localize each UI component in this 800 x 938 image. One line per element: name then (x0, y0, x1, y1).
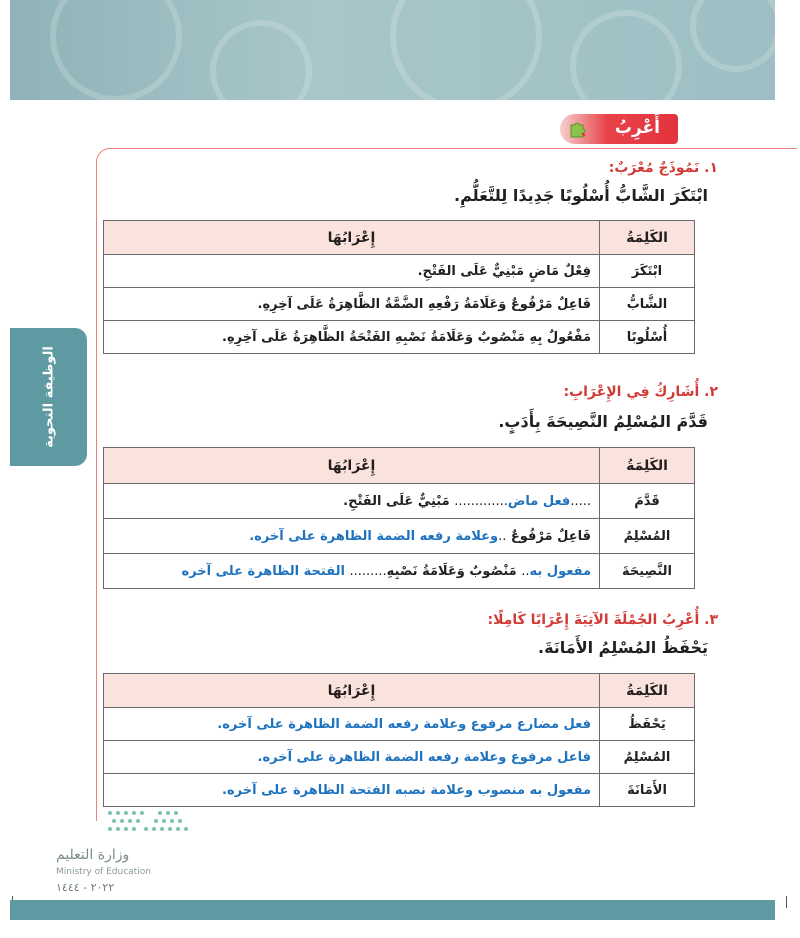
parse-cell: فَاعِلٌ مَرْفُوعٌ وَعَلَامَةُ رَفْعِهِ الضَّمَّةُ الظَّاهِرَةُ عَلَى آخِرِهِ. (104, 288, 600, 321)
example3-heading: ٣. أُعْرِبُ الجُمْلَةَ الآتِيَةَ إِعْرَابًا كَامِلًا: (487, 612, 718, 628)
example2-heading: ٢. أُشَارِكُ فِي الإِعْرَابِ: (563, 384, 718, 400)
col-parse-header: إِعْرَابُهَا (104, 674, 600, 708)
col-word-header: الكَلِمَةُ (600, 448, 695, 484)
parse-cell: .....فعل ماض............. مَبْنِيٌّ عَلَى الفَتْحِ. (104, 484, 600, 519)
table-row (104, 288, 695, 321)
example1-heading: ١. نَمُوذَجٌ مُعْرَبٌ: (608, 160, 718, 176)
example3-sentence: يَحْفَظُ المُسْلِمُ الأَمَانَةَ. (537, 638, 708, 657)
col-word-header: الكَلِمَةُ (600, 674, 695, 708)
crop-mark (786, 896, 787, 908)
table-row (104, 741, 695, 774)
parse-cell: مَفْعُولٌ بِهِ مَنْصُوبٌ وَعَلَامَةُ نَصْبِهِ الفَتْحَةُ الظَّاهِرَةُ عَلَى آخِرِهِ. (104, 321, 600, 354)
col-parse-header: إِعْرَابُهَا (104, 448, 600, 484)
answer-cell[interactable]: فاعل مرفوع وعلامة رفعه الضمة الظاهرة على آخره. (104, 741, 600, 774)
table-row (104, 255, 695, 288)
page-info: ٢٠٢٢ - ١٤٤٤ (56, 881, 115, 894)
table-row (104, 774, 695, 807)
answer-fill[interactable]: الفتحة الظاهرة على آخره (181, 563, 345, 579)
example2-table (103, 447, 695, 589)
col-word-header: الكَلِمَةُ (600, 221, 695, 255)
word-cell: ابْتَكَرَ (600, 255, 695, 288)
word-cell: أُسْلُوبًا (600, 321, 695, 354)
word-cell: المُسْلِمُ (600, 519, 695, 554)
example2-sentence: قَدَّمَ المُسْلِمُ النَّصِيحَةَ بِأَدَبٍ. (498, 412, 708, 431)
top-banner (10, 0, 775, 100)
bottom-bar (10, 900, 775, 920)
answer-fill[interactable]: فعل ماض (507, 493, 571, 509)
puzzle-icon (568, 119, 588, 139)
parse-cell: فِعْلٌ مَاضٍ مَبْنِيٌّ عَلَى الفَتْحِ. (104, 255, 600, 288)
word-cell: المُسْلِمُ (600, 741, 695, 774)
side-chapter-tab (10, 328, 87, 466)
col-parse-header: إِعْرَابُهَا (104, 221, 600, 255)
example1-sentence: ابْتَكَرَ الشَّابُّ أُسْلُوبًا جَدِيدًا لِلتَّعَلُّمِ. (454, 186, 708, 205)
answer-fill[interactable]: وعلامة رفعه الضمة الظاهرة على آخره. (249, 528, 499, 544)
example1-table (103, 220, 695, 354)
printed-text: فَاعِلٌ مَرْفُوعٌ (510, 528, 591, 544)
word-cell: الأَمَانَةَ (600, 774, 695, 807)
section-title: أَعْرِبُ (614, 118, 660, 138)
ministry-name: وزارة التعليم (56, 847, 130, 863)
example3-table (103, 673, 695, 807)
table-row (104, 708, 695, 741)
table-row (104, 321, 695, 354)
section-title-pill (560, 114, 678, 144)
ministry-logo-icon (100, 807, 240, 845)
printed-text: مَبْنِيٌّ عَلَى الفَتْحِ. (343, 493, 450, 509)
side-tab-label: الوظيفة النحوية (41, 346, 56, 448)
answer-cell[interactable]: مفعول به منصوب وعلامة نصبه الفتحة الظاهرة على آخره. (104, 774, 600, 807)
parse-cell: فَاعِلٌ مَرْفُوعٌ ..وعلامة رفعه الضمة الظاهرة على آخره. (104, 519, 600, 554)
word-cell: الشَّابُّ (600, 288, 695, 321)
word-cell: النَّصِيحَةَ (600, 554, 695, 589)
table-row (104, 554, 695, 589)
answer-fill[interactable]: مفعول به (529, 563, 591, 579)
word-cell: قَدَّمَ (600, 484, 695, 519)
answer-cell[interactable]: فعل مضارع مرفوع وعلامة رفعه الضمة الظاهرة على آخره. (104, 708, 600, 741)
ministry-subtitle: Ministry of Education (56, 867, 151, 877)
table-row (104, 519, 695, 554)
ministry-logo (56, 805, 206, 894)
table-row (104, 484, 695, 519)
parse-cell: مفعول به.. مَنْصُوبٌ وَعَلَامَةُ نَصْبِهِ......... الفتحة الظاهرة على آخره (104, 554, 600, 589)
word-cell: يَحْفَظُ (600, 708, 695, 741)
printed-text: مَنْصُوبٌ وَعَلَامَةُ نَصْبِهِ (386, 563, 517, 579)
